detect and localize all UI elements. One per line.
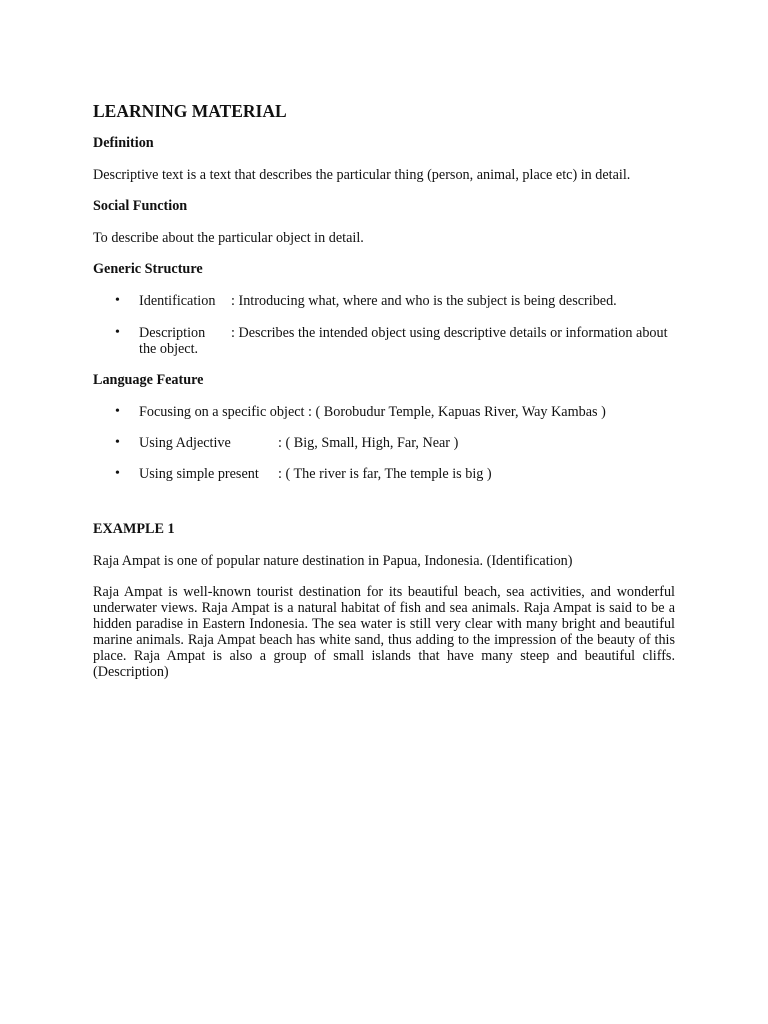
document-page bbox=[93, 100, 675, 680]
list-item-desc: : ( Big, Small, High, Far, Near ) bbox=[278, 435, 459, 451]
social-function-heading: Social Function bbox=[93, 198, 188, 214]
list-item-term: Focusing on a specific object bbox=[139, 404, 305, 420]
bullet-icon: • bbox=[115, 325, 120, 340]
generic-structure-list bbox=[93, 293, 675, 357]
bullet-icon: • bbox=[115, 435, 120, 450]
definition-text: Descriptive text is a text that describes the particular thing (person, animal, place etc) in detail. bbox=[93, 167, 631, 183]
list-item-term: Using simple present bbox=[139, 466, 259, 482]
list-item-desc: : Introducing what, where and who is the subject is being described. bbox=[231, 293, 617, 309]
list-item-desc: : Describes the intended object using descriptive details or information about the object. bbox=[139, 325, 668, 357]
example-heading: EXAMPLE 1 bbox=[93, 521, 175, 537]
bullet-icon: • bbox=[115, 293, 120, 308]
list-item-term: Description bbox=[139, 325, 206, 341]
generic-structure-heading: Generic Structure bbox=[93, 261, 203, 277]
language-feature-list bbox=[93, 404, 675, 482]
list-item bbox=[93, 404, 675, 420]
bullet-icon: • bbox=[115, 404, 120, 419]
list-item-desc: : ( Borobudur Temple, Kapuas River, Way Kambas ) bbox=[308, 404, 606, 420]
list-item-desc: : ( The river is far, The temple is big ) bbox=[278, 466, 492, 482]
list-item bbox=[93, 466, 675, 482]
list-item bbox=[93, 435, 675, 451]
page-title: LEARNING MATERIAL bbox=[93, 101, 287, 121]
definition-heading: Definition bbox=[93, 135, 154, 151]
list-item-term: Identification bbox=[139, 293, 216, 309]
list-item bbox=[93, 293, 675, 309]
example-description: Raja Ampat is well-known tourist destination for its beautiful beach, sea activities, and wonderful underwater views. Raja Ampat is a natural habitat of fish and sea animals. Raja Ampat is said to be a hidden paradise in Eastern Indonesia. The sea water is still very clear with many bright and beautiful marine animals. Raja Ampat beach has white sand, thus adding to the impression of the beauty of this place. Raja Ampat is also a group of small islands that have many steep and beautiful cliffs. (Description) bbox=[93, 584, 675, 680]
list-item-term: Using Adjective bbox=[139, 435, 231, 451]
example-identification: Raja Ampat is one of popular nature destination in Papua, Indonesia. (Identification) bbox=[93, 553, 573, 569]
language-feature-heading: Language Feature bbox=[93, 372, 204, 388]
social-function-text: To describe about the particular object in detail. bbox=[93, 230, 364, 246]
bullet-icon: • bbox=[115, 466, 120, 481]
list-item bbox=[93, 325, 675, 357]
